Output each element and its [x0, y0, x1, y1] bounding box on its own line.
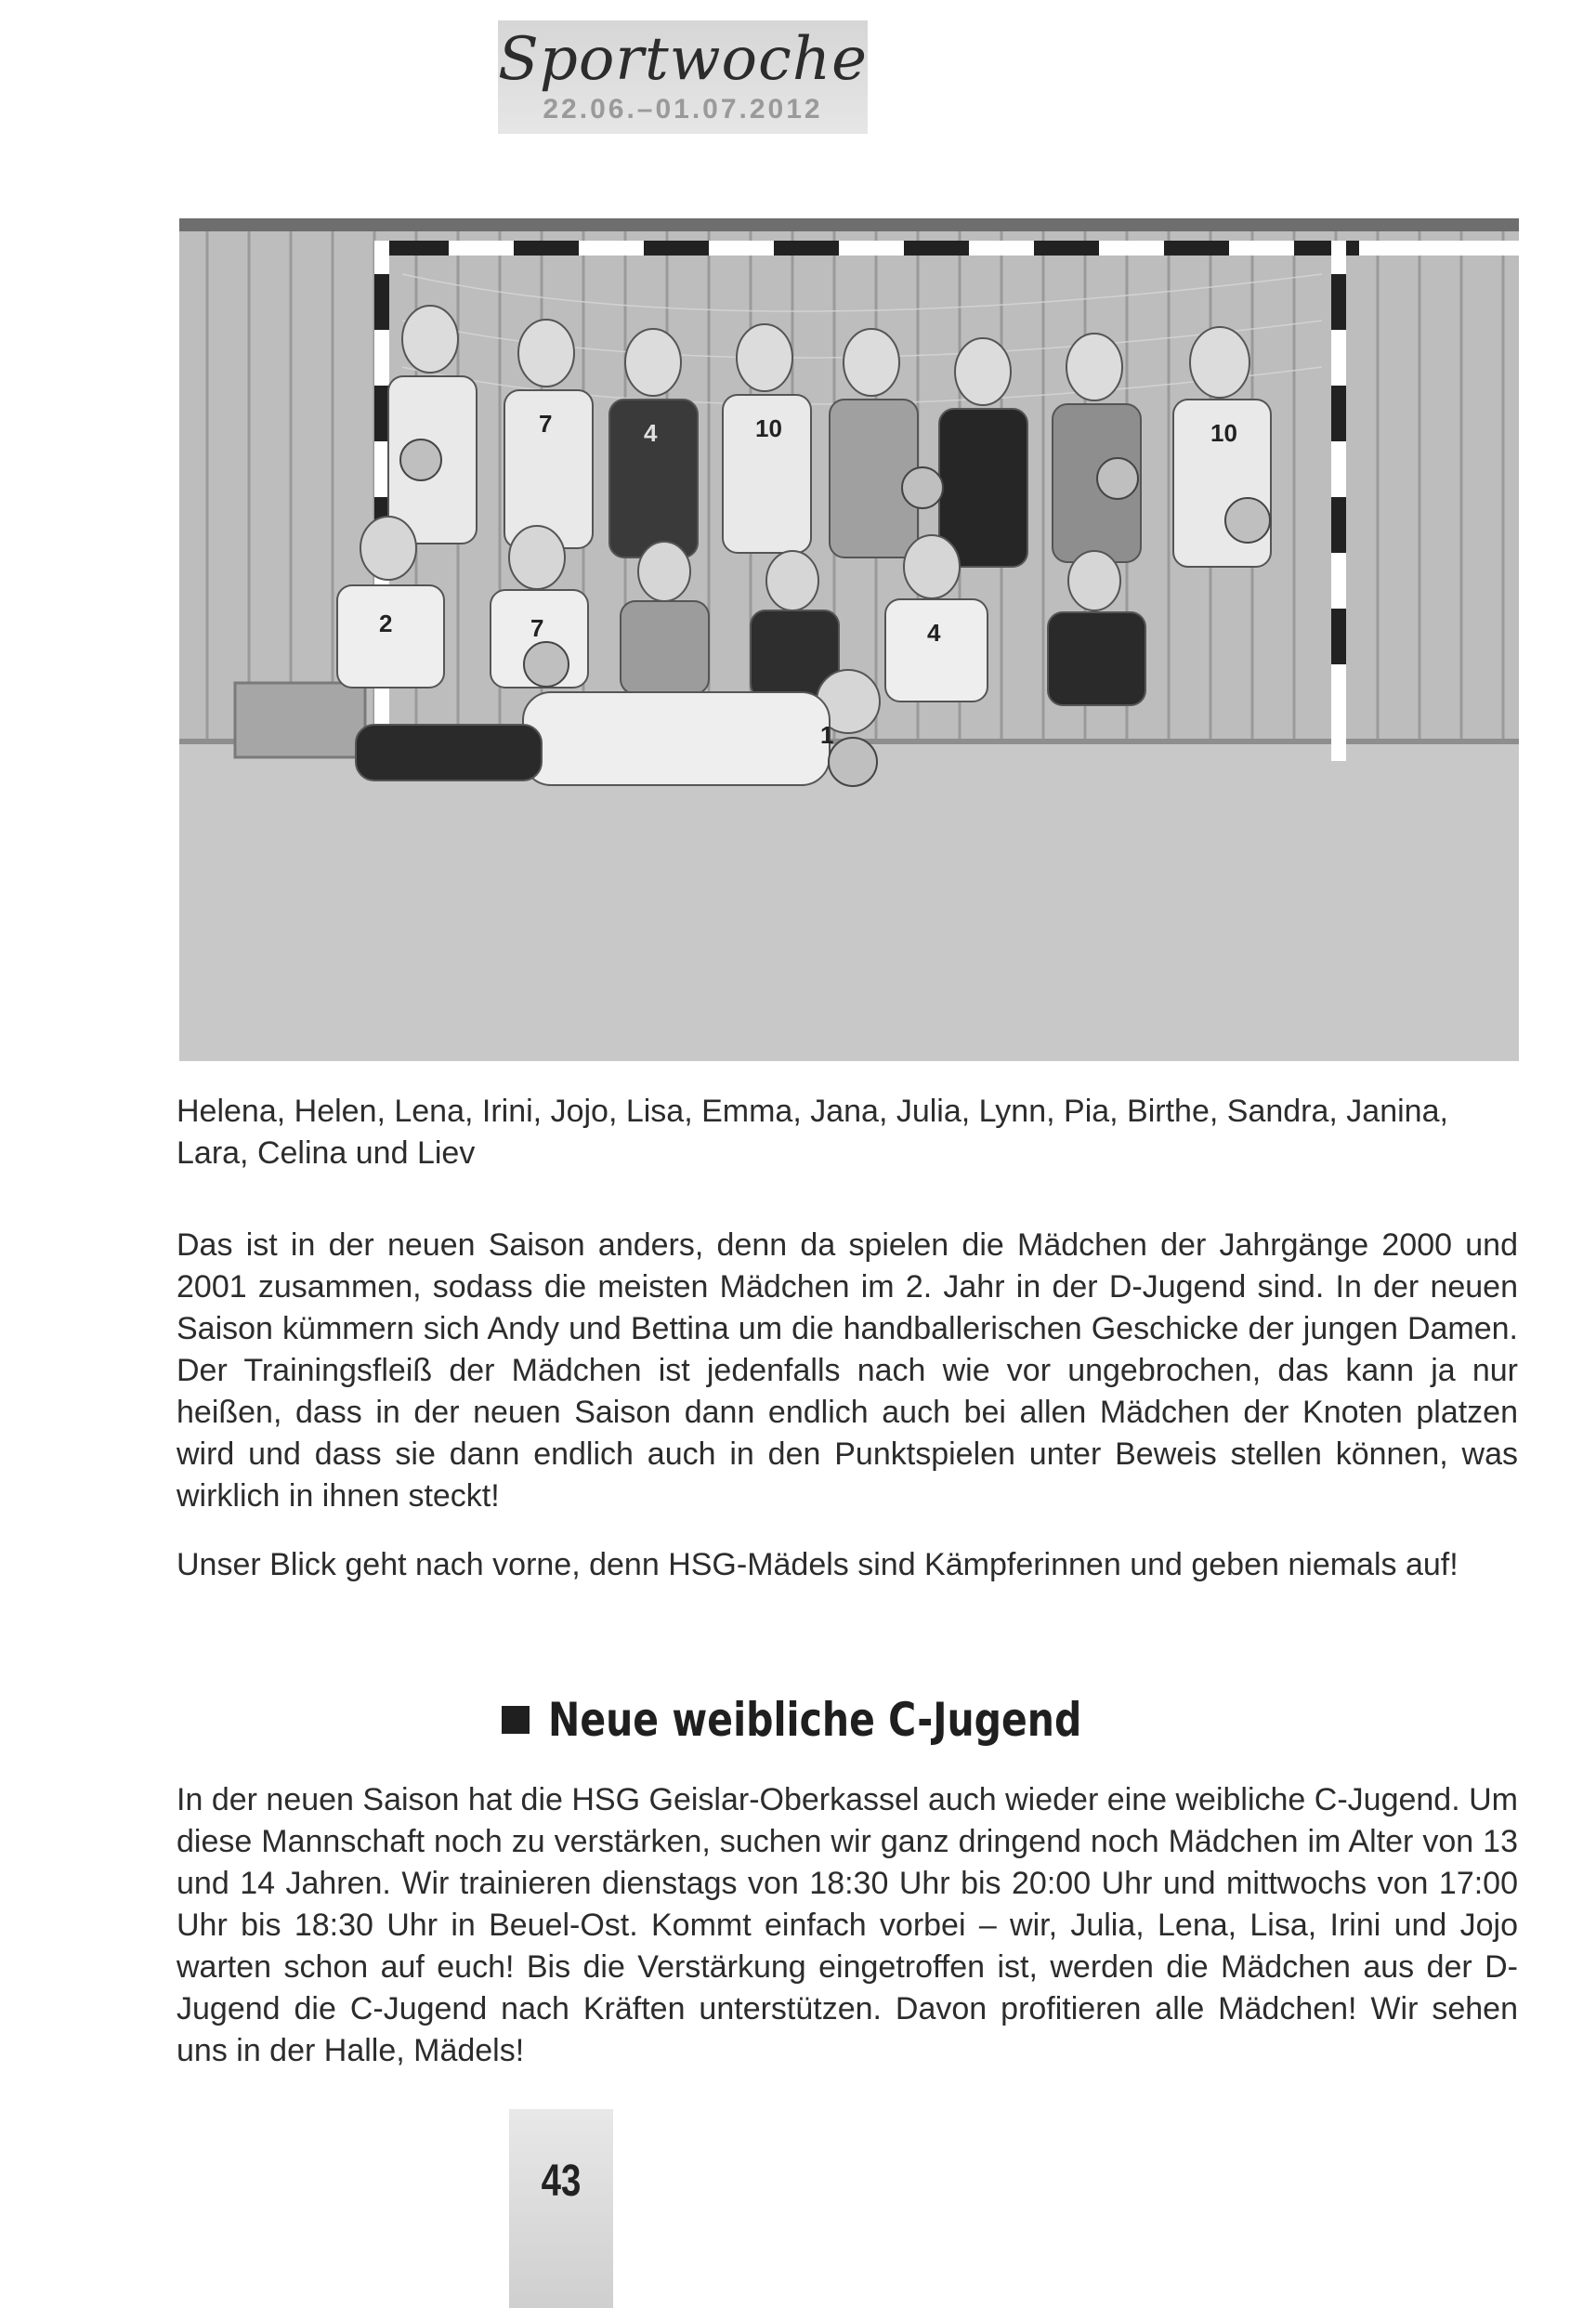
- team-photo: [179, 218, 1519, 1061]
- jersey-number: 4: [927, 619, 941, 647]
- square-bullet-icon: [502, 1706, 530, 1734]
- jersey-number: 10: [755, 414, 782, 442]
- body-paragraph: Das ist in der neuen Saison anders, denn da spielen die Mädchen der Jahrgänge 2000 und 2001 zusammen, sodass die meisten Mädchen im 2. Jahr in der D-Jugend sind. In der neuen Saison kümmern sich Andy und Bettina um die handballerischen Geschicke der jungen Damen. Der Trainingsfleiß der Mädchen ist jedenfalls nach wie vor ungebrochen, das kann ja nur heißen, dass in der neuen Saison dann endlich auch bei allen Mädchen der Knoten platzen wird und dass sie dann endlich auch in den Punktspielen unter Beweis stellen können, was wirklich in ihnen steckt!: [177, 1227, 1518, 1514]
- page-header-title: Sportwoche: [498, 25, 868, 94]
- jersey-number: 1: [820, 721, 834, 749]
- section-paragraph: In der neuen Saison hat die HSG Geislar-Oberkassel auch wieder eine weibliche C-Jugend. Um diese Mannschaft noch zu verstärken, suchen wir ganz dringend noch Mädchen im Alter von 13 und 14 Jahren. Wir trainieren dienstags von 18:30 Uhr bis 20:00 Uhr und mittwochs von 17:00 Uhr bis 18:30 Uhr in Beuel-Ost. Kommt einfach vorbei – wir, Julia, Lena, Lisa, Irini und Jojo warten schon auf euch! Bis die Verstärkung eingetroffen ist, werden die Mädchen aus der D-Jugend die C-Jugend nach Kräften unterstützen. Davon profitieren alle Mädchen! Wir sehen uns in der Halle, Mädels!: [177, 1782, 1518, 2068]
- page-number-tab: [509, 2109, 613, 2308]
- team-photo-icon: [179, 218, 1519, 1061]
- header-date: 22.06.–01.07.2012: [543, 94, 823, 125]
- section-heading-text: Neue weibliche C-Jugend: [548, 1693, 1082, 1747]
- page-number: 43: [541, 2157, 582, 2206]
- jersey-number: 2: [379, 610, 393, 637]
- jersey-number: 7: [530, 614, 544, 642]
- section-heading: [502, 1687, 1198, 1752]
- header-banner: [498, 20, 868, 134]
- body-paragraph: Unser Blick geht nach vorne, denn HSG-Mädels sind Kämpferinnen und geben niemals auf!: [177, 1547, 1459, 1582]
- photo-caption: Helena, Helen, Lena, Irini, Jojo, Lisa, Emma, Jana, Julia, Lynn, Pia, Birthe, Sandra, Janina, Lara, Celina und Liev: [177, 1094, 1448, 1171]
- jersey-number: 10: [1210, 419, 1237, 447]
- jersey-number: 7: [539, 410, 553, 438]
- jersey-number: 4: [644, 419, 658, 447]
